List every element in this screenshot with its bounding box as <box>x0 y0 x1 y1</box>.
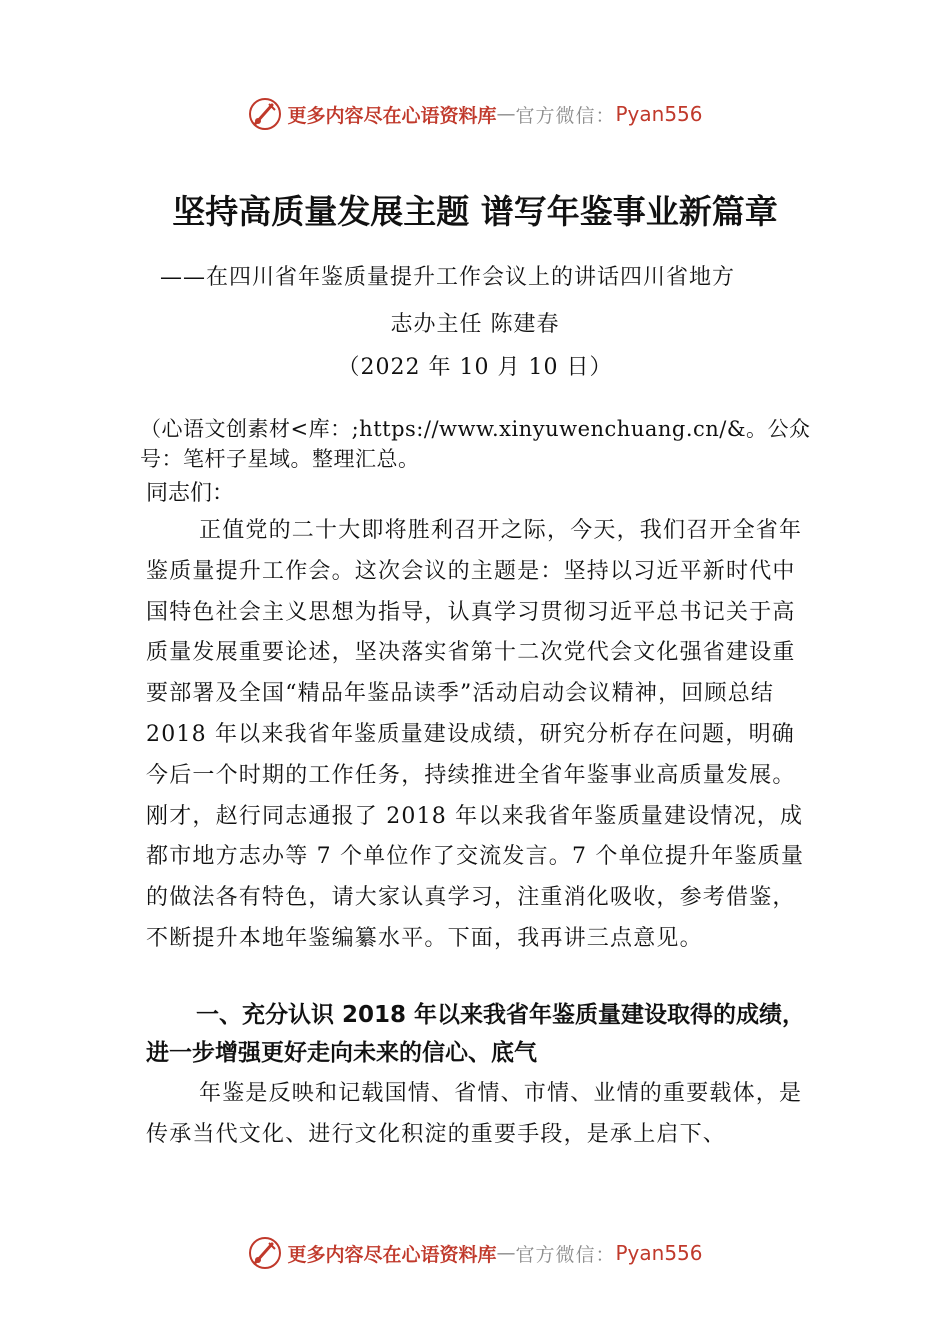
document-subtitle-line2: 志办主任 陈建春 <box>390 312 560 337</box>
watermark-brand-text: 更多内容尽在心语资料库 <box>287 1243 497 1266</box>
document-subtitle-line1: ——在四川省年鉴质量提升工作会议上的讲话四川省地方 <box>160 265 736 290</box>
watermark-wechat-id: Pyan556 <box>615 102 703 126</box>
watermark-wechat-label: 官方微信： <box>515 1243 616 1266</box>
brush-logo-icon <box>247 96 283 132</box>
watermark-wechat-label: 官方微信： <box>515 104 616 127</box>
paragraph-intro: 正值党的二十大即将胜利召开之际，今天，我们召开全省年鉴质量提升工作会。这次会议的主题是：坚持以习近平新时代中国特色社会主义思想为指导，认真学习贯彻习近平总书记关于高质量发展重要论述，坚决落实省第十二次党代会文化强省建设重要部署及全国“精品年鉴品读季”活动启动会议精神，回顾总结 2018 年以来我省年鉴质量建设成绩，研究分析存在问题，明确今后一个时期的工作任务，持续推进全省年鉴事业高质量发展。刚才，赵行同志通报了 2018 年以来我省年鉴质量建设情况，成都市地方志办等 7 个单位作了交流发言。7 个单位提升年鉴质量的做法各有特色，请大家认真学习，注重消化吸收，参考借鉴，不断提升本地年鉴编纂水平。下面，我再讲三点意见。 <box>146 518 805 951</box>
brush-logo-icon <box>247 1235 283 1271</box>
greeting: 同志们： <box>146 481 235 506</box>
document-title: 坚持高质量发展主题 谱写年鉴事业新篇章 <box>172 192 778 231</box>
watermark-dash: — <box>496 1242 516 1264</box>
paragraph-section1: 年鉴是反映和记载国情、省情、市情、业情的重要载体，是传承当代文化、进行文化积淀的重要手段，是承上启下、 <box>146 1081 803 1147</box>
watermark-banner-top <box>0 92 950 136</box>
section-heading-1: 一、充分认识 2018 年以来我省年鉴质量建设取得的成绩，进一步增强更好走向未来的信心、底气 <box>146 1002 806 1066</box>
source-note: （心语文创素材<库：;https://www.xinyuwenchuang.cn/&。公众号：笔杆子星域。整理汇总。 <box>140 417 811 471</box>
watermark-wechat-id: Pyan556 <box>615 1241 703 1265</box>
document-date: （2022 年 10 月 10 日） <box>337 355 613 380</box>
watermark-dash: — <box>496 103 516 125</box>
watermark-brand-text: 更多内容尽在心语资料库 <box>287 104 497 127</box>
watermark-banner-bottom <box>0 1231 950 1275</box>
